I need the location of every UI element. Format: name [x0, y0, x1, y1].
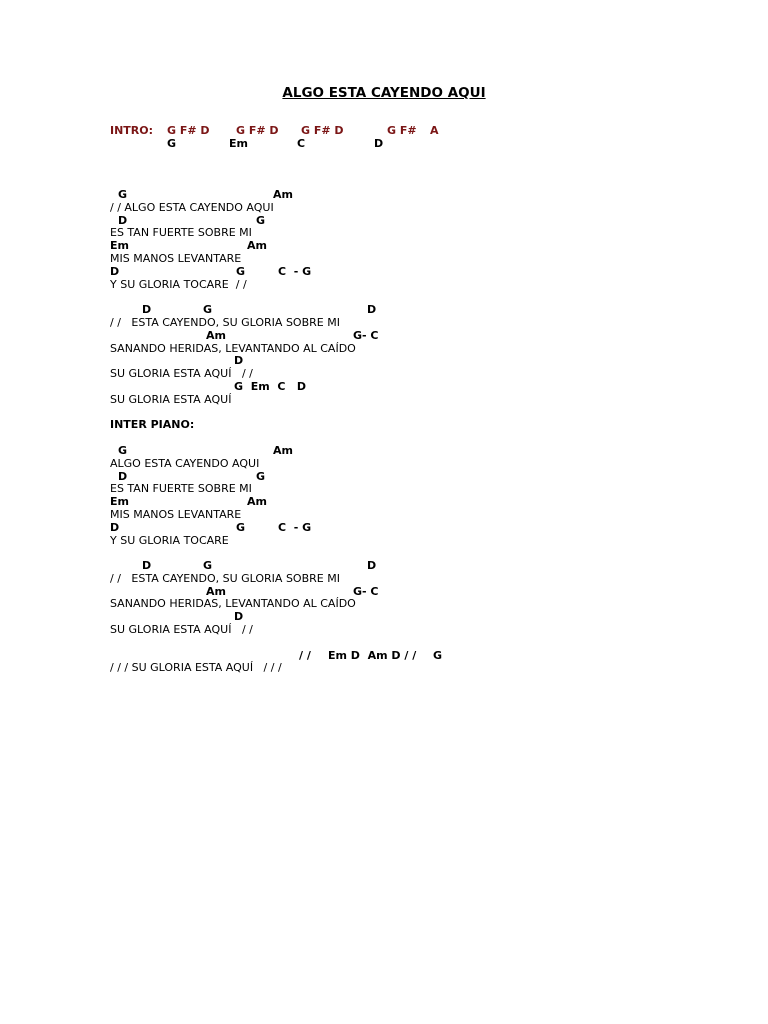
chord: D [142, 303, 152, 317]
spacer [110, 291, 710, 304]
chord: D [367, 559, 377, 573]
intro-chord: G [167, 136, 177, 150]
chord: D [234, 354, 244, 368]
chord: D [110, 264, 120, 278]
chorus2-lyric-3: SU GLORIA ESTA AQUÍ / / [110, 623, 253, 637]
intro-label: INTRO: [110, 124, 154, 137]
chorus1-lyric-3: SU GLORIA ESTA AQUÍ / / [110, 367, 253, 381]
verse2-lyric-1: ALGO ESTA CAYENDO AQUI [110, 456, 260, 470]
intro-chord: G F# D [167, 124, 210, 137]
chorus1-lyric-4: SU GLORIA ESTA AQUÍ [110, 392, 232, 406]
chord: G- C [353, 328, 379, 342]
chorus2-lyric-1: / / ESTA CAYENDO, SU GLORIA SOBRE MI [110, 571, 340, 585]
chord: D [142, 559, 152, 573]
verse1-chords-1 [110, 189, 710, 202]
chorus1-chords-4 [110, 381, 710, 394]
chord: / / [299, 648, 311, 662]
spacer [110, 151, 710, 164]
chord: D [110, 520, 120, 534]
spacer [110, 163, 710, 176]
chord: Am [273, 187, 293, 201]
verse2-lyric-3: MIS MANOS LEVANTARE [110, 507, 242, 521]
chord: G [236, 264, 246, 278]
chord: Am [247, 495, 267, 509]
intro-chord: Em [229, 136, 248, 150]
intro-chord: C [297, 136, 306, 150]
verse2-lyric-2: ES TAN FUERTE SOBRE MI [110, 482, 252, 496]
chord: D [118, 213, 128, 227]
verse2-chords-4 [110, 522, 710, 535]
song-title: ALGO ESTA CAYENDO AQUI [282, 85, 486, 101]
verse1-lyric-4: Y SU GLORIA TOCARE / / [110, 277, 247, 291]
chord: C - G [278, 264, 312, 278]
chorus1-chords-2 [110, 330, 710, 343]
spacer [110, 407, 710, 420]
chorus1-lyric-2: SANANDO HERIDAS, LEVANTANDO AL CAÍDO [110, 341, 356, 355]
chord: G [118, 443, 128, 457]
chord: D [234, 610, 244, 624]
verse2-chords-3 [110, 496, 710, 509]
verse1-lyric-3: MIS MANOS LEVANTARE [110, 251, 242, 265]
song-body [110, 125, 710, 675]
chord: Am [206, 328, 226, 342]
ending-lyric-1: / / / SU GLORIA ESTA AQUÍ / / / [110, 661, 282, 675]
inter-piano-heading: INTER PIANO: [110, 418, 195, 432]
verse2-lyric-4: Y SU GLORIA TOCARE [110, 533, 229, 547]
verse1-chords-4 [110, 266, 710, 279]
chord: D [367, 303, 377, 317]
chord: G [433, 648, 443, 662]
chord: Em [110, 239, 129, 253]
spacer [110, 547, 710, 560]
chord: G [256, 213, 266, 227]
chord: G [236, 520, 246, 534]
chord: C - G [278, 520, 312, 534]
chord: G [118, 187, 128, 201]
chord: Am [273, 443, 293, 457]
chord: G- C [353, 584, 379, 598]
intro-chord: D [374, 136, 384, 150]
chord: G [203, 559, 213, 573]
intro-line-2 [110, 138, 710, 151]
intro-line-1 [110, 125, 710, 138]
spacer [110, 176, 710, 189]
chord: Em [110, 495, 129, 509]
chorus2-lyric-2: SANANDO HERIDAS, LEVANTANDO AL CAÍDO [110, 597, 356, 611]
chorus1-lyric-1: / / ESTA CAYENDO, SU GLORIA SOBRE MI [110, 315, 340, 329]
verse2-chords-1 [110, 445, 710, 458]
chord: Em D Am D / / [328, 648, 417, 662]
chord: Am [247, 239, 267, 253]
chorus2-chords-1 [110, 560, 710, 573]
chord: Am [206, 584, 226, 598]
spacer [110, 637, 710, 650]
verse1-lyric-2: ES TAN FUERTE SOBRE MI [110, 226, 252, 240]
intro-chord: A [430, 124, 439, 137]
intro-chord: G F# D [236, 124, 279, 137]
verse1-lyric-1: / / ALGO ESTA CAYENDO AQUI [110, 200, 274, 214]
chord: D [118, 469, 128, 483]
chord: G [256, 469, 266, 483]
chord: G [203, 303, 213, 317]
intro-chord: G F# [387, 124, 417, 137]
chord: G Em C D [234, 379, 307, 393]
intro-chord: G F# D [301, 124, 344, 137]
spacer [110, 432, 710, 445]
